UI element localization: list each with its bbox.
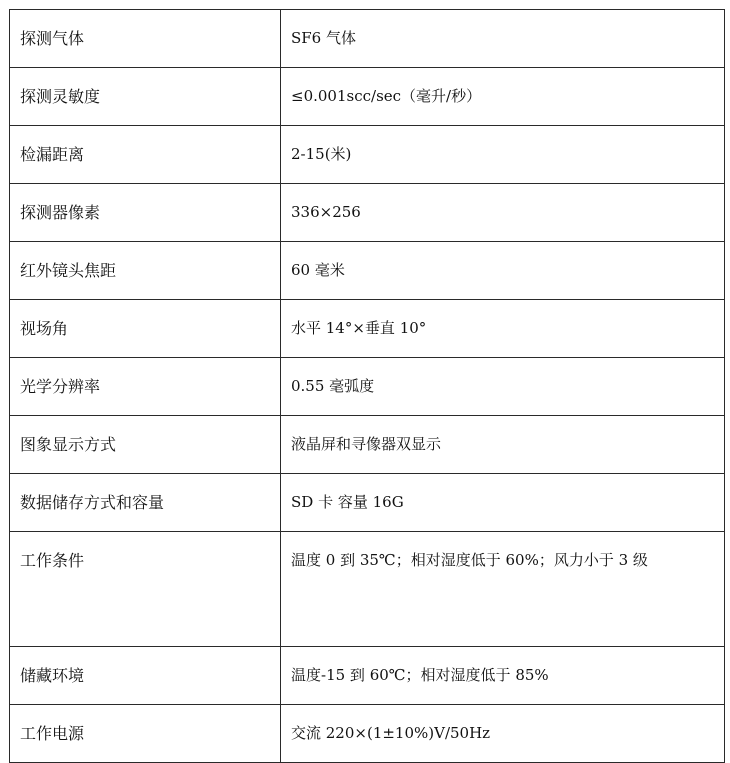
row-value-storage-environment: 温度-15 到 60℃；相对湿度低于 85% bbox=[281, 647, 725, 705]
row-label-working-conditions: 工作条件 bbox=[10, 532, 281, 647]
row-label-field-of-view: 视场角 bbox=[10, 300, 281, 358]
table-row bbox=[10, 10, 725, 68]
row-label-focal-length: 红外镜头焦距 bbox=[10, 242, 281, 300]
row-label-optical-resolution: 光学分辨率 bbox=[10, 358, 281, 416]
row-value-sensitivity: ≤0.001scc/sec（毫升/秒） bbox=[281, 68, 725, 126]
table-row bbox=[10, 300, 725, 358]
table-row bbox=[10, 647, 725, 705]
table-row bbox=[10, 416, 725, 474]
row-label-storage-environment: 储藏环境 bbox=[10, 647, 281, 705]
row-value-power-supply: 交流 220×(1±10%)V/50Hz bbox=[281, 705, 725, 763]
table-row bbox=[10, 532, 725, 647]
table-row bbox=[10, 242, 725, 300]
table-row bbox=[10, 358, 725, 416]
spec-table bbox=[9, 9, 725, 763]
table-row bbox=[10, 126, 725, 184]
row-label-detector-pixels: 探测器像素 bbox=[10, 184, 281, 242]
table-row bbox=[10, 705, 725, 763]
row-label-display-mode: 图象显示方式 bbox=[10, 416, 281, 474]
row-value-display-mode: 液晶屏和寻像器双显示 bbox=[281, 416, 725, 474]
row-label-storage: 数据储存方式和容量 bbox=[10, 474, 281, 532]
row-label-power-supply: 工作电源 bbox=[10, 705, 281, 763]
row-value-detector-pixels: 336×256 bbox=[281, 184, 725, 242]
row-label-leak-distance: 检漏距离 bbox=[10, 126, 281, 184]
table-row bbox=[10, 68, 725, 126]
row-value-focal-length: 60 毫米 bbox=[281, 242, 725, 300]
row-label-detect-gas: 探测气体 bbox=[10, 10, 281, 68]
row-value-leak-distance: 2-15(米) bbox=[281, 126, 725, 184]
row-value-working-conditions: 温度 0 到 35℃；相对湿度低于 60%；风力小于 3 级 bbox=[281, 532, 725, 647]
row-value-field-of-view: 水平 14°×垂直 10° bbox=[281, 300, 725, 358]
row-value-optical-resolution: 0.55 毫弧度 bbox=[281, 358, 725, 416]
row-label-sensitivity: 探测灵敏度 bbox=[10, 68, 281, 126]
table-row bbox=[10, 184, 725, 242]
row-value-storage: SD 卡 容量 16G bbox=[281, 474, 725, 532]
row-value-detect-gas: SF6 气体 bbox=[281, 10, 725, 68]
table-row bbox=[10, 474, 725, 532]
